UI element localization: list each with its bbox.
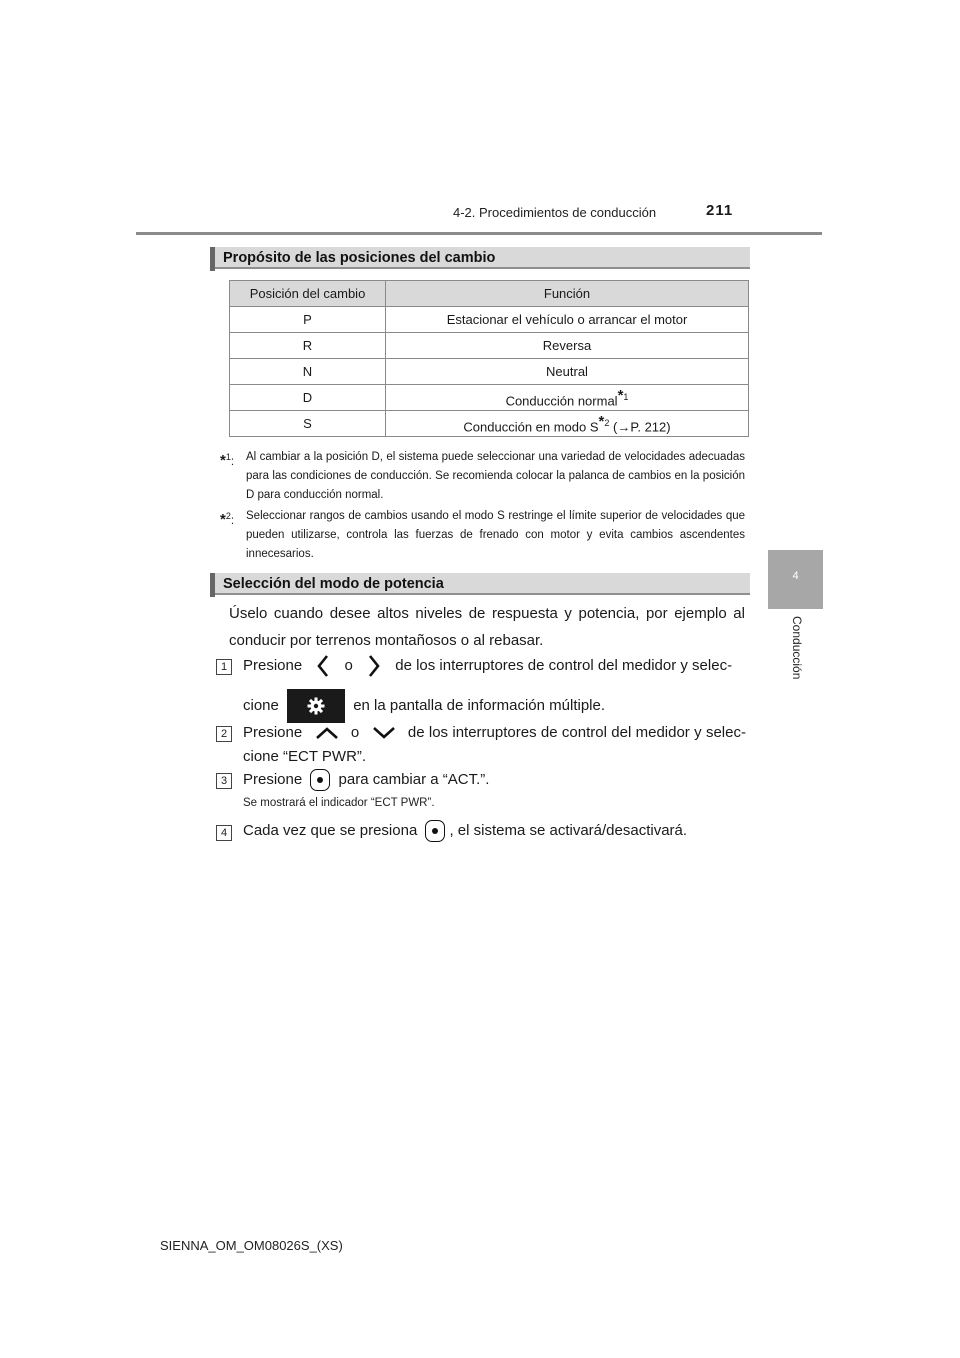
step-4-text xyxy=(243,819,687,843)
step-text: cione xyxy=(243,696,279,714)
function-text: Conducción en modo S xyxy=(463,419,599,435)
table-row xyxy=(230,307,749,333)
step-text: de los interruptores de control del medidor y selec- xyxy=(395,657,733,674)
step-text: Presione xyxy=(243,657,303,674)
step-text: Presione xyxy=(243,771,303,788)
step-text: para cambiar a “ACT.”. xyxy=(338,771,490,788)
header-section-title: 4-2. Procedimientos de conducción xyxy=(453,205,657,220)
function-cell: Estacionar el vehículo o arrancar el motor xyxy=(386,307,749,333)
function-cell: Neutral xyxy=(386,359,749,385)
step-number-box: 2 xyxy=(216,726,232,742)
shift-positions-table xyxy=(229,280,749,437)
page-number: 211 xyxy=(706,202,734,219)
step-text: Cada vez que se presiona xyxy=(243,822,418,839)
footnote-2 xyxy=(220,507,745,564)
footnote-ref: *2 xyxy=(598,412,610,430)
chevron-up-icon xyxy=(315,726,339,740)
function-cell: Reversa xyxy=(386,333,749,359)
chapter-number: 4 xyxy=(792,570,799,582)
header-rule xyxy=(136,232,822,235)
step-text: de los interruptores de control del medidor y selec-cione “ECT PWR”. xyxy=(243,724,746,765)
step-1-line-2 xyxy=(243,689,605,723)
chapter-label: Conducción xyxy=(790,616,804,680)
function-cell xyxy=(386,411,749,437)
step-text: Presione xyxy=(243,724,303,741)
table-header-row xyxy=(230,281,749,307)
step-3-note: Se mostrará el indicador “ECT PWR”. xyxy=(243,797,435,809)
footnote-marker: *$^2$: xyxy=(220,510,235,528)
step-number-box: 4 xyxy=(216,825,232,841)
section-heading-shift-positions xyxy=(210,247,750,269)
chevron-left-icon xyxy=(316,654,330,678)
page-reference: (→P. 212) xyxy=(609,419,671,435)
step-3-text xyxy=(243,768,489,792)
footnote-text: Al cambiar a la posición D, el sistema puede seleccionar una variedad de velocidades adecuadas para las condiciones de conducción. Se recomienda colocar la palanca de cambios en la posición D para conducción normal. xyxy=(246,451,745,501)
ok-button-icon xyxy=(310,769,330,791)
table-row xyxy=(230,333,749,359)
table-header-cell: Función xyxy=(386,281,749,307)
position-cell: R xyxy=(230,333,386,359)
document-code-footer: SIENNA_OM_OM08026S_(XS) xyxy=(160,1238,343,1253)
table-header-cell: Posición del cambio xyxy=(230,281,386,307)
intro-paragraph: Úselo cuando desee altos niveles de respuesta y potencia, por ejemplo al conducir por terrenos montañosos o al rebasar. xyxy=(229,605,745,649)
position-cell: S xyxy=(230,411,386,437)
position-cell: D xyxy=(230,385,386,411)
footnote-text: Seleccionar rangos de cambios usando el modo S restringe el límite superior de velocidades que pueden utilizarse, controla las fuerzas de frenado con motor y evita cambios ascendentes innecesarios. xyxy=(246,510,745,560)
function-cell xyxy=(386,385,749,411)
step-text: o xyxy=(344,657,353,674)
footnote-1 xyxy=(220,448,745,505)
step-text: o xyxy=(350,724,360,741)
ok-button-icon xyxy=(425,820,445,842)
section-heading-text: Propósito de las posiciones del cambio xyxy=(223,250,496,266)
step-text: , el sistema se activará/desactivará. xyxy=(449,822,688,839)
section-heading-power-mode xyxy=(210,573,750,595)
footnote-marker: *$^1$: xyxy=(220,451,235,469)
step-number-box: 3 xyxy=(216,773,232,789)
step-2-text xyxy=(243,721,746,769)
table-row xyxy=(230,359,749,385)
step-1-line-1 xyxy=(243,654,746,678)
section-heading-text: Selección del modo de potencia xyxy=(223,576,444,592)
settings-gear-icon xyxy=(287,689,345,723)
table-row xyxy=(230,411,749,437)
position-cell: P xyxy=(230,307,386,333)
footnote-ref: *1 xyxy=(617,386,629,404)
position-cell: N xyxy=(230,359,386,385)
table-row xyxy=(230,385,749,411)
chevron-down-icon xyxy=(372,726,396,740)
step-text: en la pantalla de información múltiple. xyxy=(353,696,606,714)
step-number-box: 1 xyxy=(216,659,232,675)
chevron-right-icon xyxy=(367,654,381,678)
function-text: Conducción normal xyxy=(505,393,618,409)
